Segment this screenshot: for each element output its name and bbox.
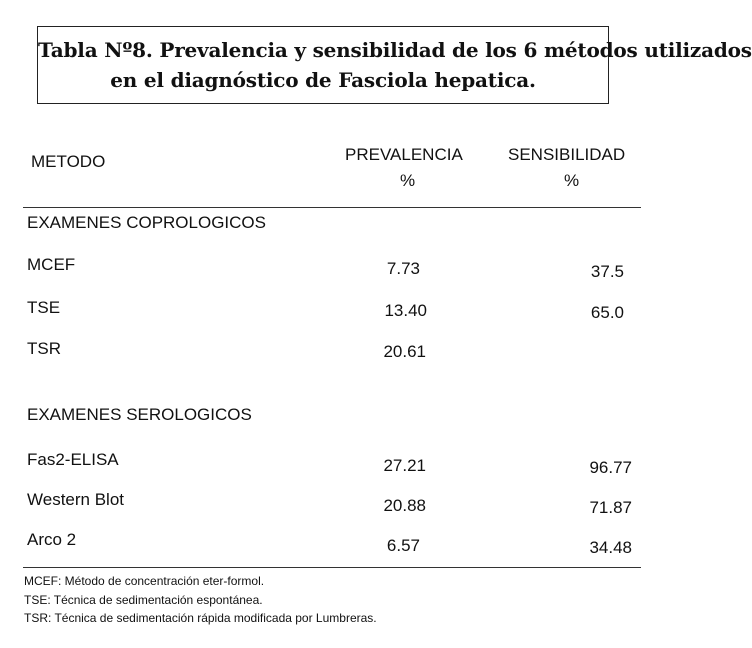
footnote-tsr: TSR: Técnica de sedimentación rápida modificada por Lumbreras. (24, 611, 377, 625)
column-header-prevalencia-unit: % (400, 171, 416, 190)
table-title-box (37, 26, 752, 104)
table-row-prevalencia: 20.88 (383, 496, 426, 515)
table-row-prevalencia: 20.61 (383, 342, 426, 361)
header-rule (23, 207, 641, 208)
section-label-coprologicos: EXAMENES COPROLOGICOS (27, 213, 266, 232)
table-row-prevalencia: 27.21 (383, 456, 426, 475)
column-header-sensibilidad: SENSIBILIDAD (508, 145, 626, 164)
table-row-prevalencia: 13.40 (384, 301, 427, 320)
table-row-method: Fas2-ELISA (27, 450, 119, 469)
table-row-sensibilidad: 65.0 (590, 303, 624, 322)
table-row-method: TSE (27, 298, 61, 317)
table-row-sensibilidad: 96.77 (589, 458, 632, 477)
table-row-prevalencia: 6.57 (386, 536, 420, 555)
table-title-line-1: Tabla Nº8. Prevalencia y sensibilidad de los 6 métodos utilizados (38, 38, 752, 62)
column-header-sensibilidad-unit: % (564, 171, 580, 190)
table-title-line-2: en el diagnóstico de Fasciola hepatica. (110, 68, 536, 92)
footnote-tse: TSE: Técnica de sedimentación espontánea. (24, 593, 263, 607)
footnote-mcef: MCEF: Método de concentración eter-formol. (24, 574, 265, 588)
table-row-method: Western Blot (27, 490, 125, 509)
table-row-sensibilidad: 37.5 (590, 262, 624, 281)
table-row-method: Arco 2 (27, 530, 77, 549)
column-header-metodo: METODO (31, 152, 106, 171)
table-row-sensibilidad: 34.48 (589, 538, 632, 557)
table-row-prevalencia: 7.73 (386, 259, 420, 278)
table-row-method: TSR (27, 339, 61, 358)
column-header-prevalencia: PREVALENCIA (345, 145, 463, 164)
footer-rule (23, 567, 641, 568)
table-row-method: MCEF (27, 255, 76, 274)
table-row-sensibilidad: 71.87 (589, 498, 632, 517)
section-label-serologicos: EXAMENES SEROLOGICOS (27, 405, 252, 424)
